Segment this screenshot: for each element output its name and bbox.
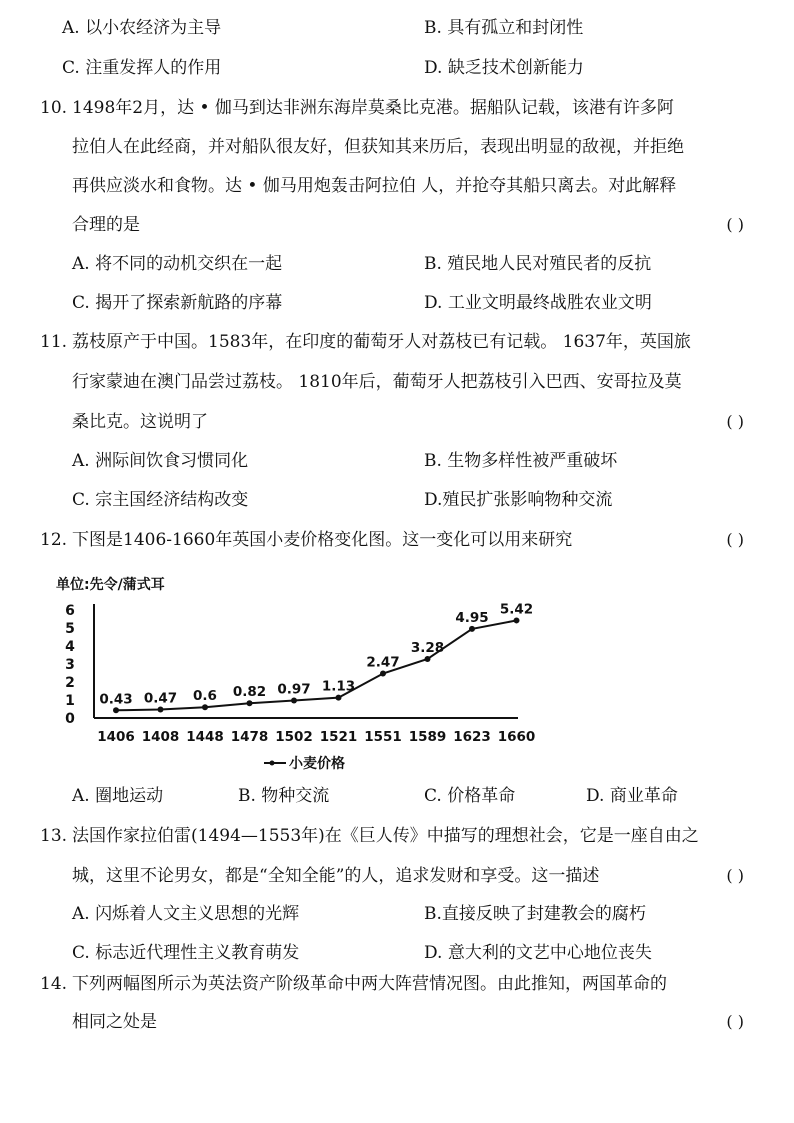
question-12-number: 12.	[40, 530, 68, 550]
chart-data-label: 3.28	[410, 639, 445, 656]
chart-y-tick-label: 2	[65, 675, 75, 691]
q11-option-d[interactable]: D.殖民扩张影响物种交流	[424, 490, 613, 510]
chart-x-tick-label: 1478	[230, 729, 269, 745]
q11-option-c[interactable]: C. 宗主国经济结构改变	[72, 490, 249, 510]
chart-data-label: 0.47	[143, 690, 178, 707]
q10-option-a[interactable]: A. 将不同的动机交织在一起	[72, 254, 283, 274]
question-10-line-2: 拉伯人在此经商，并对船队很友好，但获知其来历后，表现出明显的敌视，并拒绝	[72, 137, 684, 157]
q9-option-c[interactable]: C. 注重发挥人的作用	[62, 58, 222, 78]
chart-data-point	[113, 707, 119, 713]
chart-data-point	[380, 671, 386, 677]
chart-y-tick-label: 1	[65, 693, 75, 709]
chart-x-tick-label: 1551	[364, 729, 402, 745]
question-10-line-3: 再供应淡水和食物。达 • 伽马用炮轰击阿拉伯 人，并抢夺其船只离去。对此解释	[72, 176, 677, 196]
chart-x-tick-label: 1521	[319, 729, 358, 745]
q13-option-a[interactable]: A. 闪烁着人文主义思想的光辉	[72, 904, 300, 924]
question-11-line-2: 行家蒙迪在澳门品尝过荔枝。 1810年后，葡萄牙人把荔枝引入巴西、安哥拉及莫	[72, 372, 682, 392]
chart-data-label: 1.13	[321, 678, 356, 695]
q9-option-d[interactable]: D. 缺乏技术创新能力	[424, 58, 584, 78]
chart-data-label: 0.6	[193, 688, 217, 705]
question-10-line-4: 合理的是	[72, 215, 140, 235]
q12-option-d[interactable]: D. 商业革命	[586, 786, 678, 806]
chart-data-label: 0.82	[232, 684, 267, 701]
question-11-answer-paren[interactable]: ( )	[726, 412, 744, 431]
question-10-line-1: 1498年2月，达 • 伽马到达非洲东海岸莫桑比克港。据船队记载，该港有许多阿	[72, 98, 674, 118]
question-13-answer-paren[interactable]: ( )	[726, 866, 744, 885]
q11-option-a[interactable]: A. 洲际间饮食习惯同化	[72, 451, 249, 471]
q12-option-a[interactable]: A. 圈地运动	[72, 786, 164, 806]
q9-option-b[interactable]: B. 具有孤立和封闭性	[424, 18, 584, 38]
chart-x-tick-label: 1623	[453, 729, 491, 745]
q9-option-a[interactable]: A. 以小农经济为主导	[62, 18, 222, 38]
chart-data-label: 2.47	[366, 654, 400, 671]
chart-y-tick-label: 3	[65, 657, 75, 673]
chart-data-label: 0.97	[277, 681, 311, 698]
chart-unit-label: 单位:先令/蒲式耳	[56, 577, 165, 593]
wheat-price-chart	[56, 573, 536, 773]
chart-legend-label: 小麦价格	[289, 756, 345, 772]
q10-option-d[interactable]: D. 工业文明最终战胜农业文明	[424, 293, 652, 313]
question-13-line-1: 法国作家拉伯雷(1494—1553年)在《巨人传》中描写的理想社会，它是一座自由之	[72, 826, 699, 846]
chart-data-point	[425, 656, 431, 662]
question-13-line-2: 城，这里不论男女，都是“全知全能”的人，追求发财和享受。这一描述	[72, 866, 600, 886]
question-14-number: 14.	[40, 974, 68, 994]
chart-data-point	[202, 704, 208, 710]
question-13-number: 13.	[40, 826, 68, 846]
q10-option-c[interactable]: C. 揭开了探索新航路的序幕	[72, 293, 283, 313]
chart-data-label: 4.95	[455, 609, 489, 626]
chart-x-tick-label: 1502	[275, 729, 313, 745]
chart-x-tick-label: 1406	[97, 729, 135, 745]
chart-data-point	[336, 695, 342, 701]
chart-data-point	[247, 700, 253, 706]
q13-option-b[interactable]: B.直接反映了封建教会的腐朽	[424, 904, 646, 924]
question-14-line-1: 下列两幅图所示为英法资产阶级革命中两大阵营情况图。由此推知，两国革命的	[72, 974, 667, 994]
chart-x-tick-label: 1448	[186, 729, 224, 745]
chart-y-tick-label: 6	[65, 603, 75, 619]
q12-option-b[interactable]: B. 物种交流	[238, 786, 330, 806]
chart-y-tick-label: 5	[65, 621, 75, 637]
chart-data-point	[514, 617, 520, 623]
chart-x-tick-label: 1589	[408, 729, 447, 745]
question-10-number: 10.	[40, 98, 68, 118]
chart-data-point	[291, 698, 297, 704]
question-12-answer-paren[interactable]: ( )	[726, 530, 744, 549]
q13-option-d[interactable]: D. 意大利的文艺中心地位丧失	[424, 943, 652, 963]
question-11-number: 11.	[40, 332, 68, 352]
chart-x-tick-label: 1408	[141, 729, 180, 745]
question-10-answer-paren[interactable]: ( )	[726, 215, 744, 234]
q12-option-c[interactable]: C. 价格革命	[424, 786, 516, 806]
chart-data-point	[469, 626, 475, 632]
question-11-line-3: 桑比克。这说明了	[72, 412, 208, 432]
chart-y-tick-label: 0	[65, 711, 75, 727]
chart-data-point	[158, 707, 164, 713]
chart-data-label: 0.43	[99, 691, 133, 708]
q11-option-b[interactable]: B. 生物多样性被严重破坏	[424, 451, 618, 471]
question-14-answer-paren[interactable]: ( )	[726, 1012, 744, 1031]
q13-option-c[interactable]: C. 标志近代理性主义教育萌发	[72, 943, 300, 963]
question-14-line-2: 相同之处是	[72, 1012, 157, 1032]
question-11-line-1: 荔枝原产于中国。1583年，在印度的葡萄牙人对荔枝已有记载。 1637年，英国旅	[72, 332, 691, 352]
chart-x-tick-label: 1660	[497, 729, 536, 745]
chart-legend-marker	[270, 761, 275, 766]
q10-option-b[interactable]: B. 殖民地人民对殖民者的反抗	[424, 254, 652, 274]
chart-y-tick-label: 4	[65, 639, 75, 655]
chart-data-label: 5.42	[499, 601, 534, 618]
question-12-line-1: 下图是1406-1660年英国小麦价格变化图。这一变化可以用来研究	[72, 530, 573, 550]
